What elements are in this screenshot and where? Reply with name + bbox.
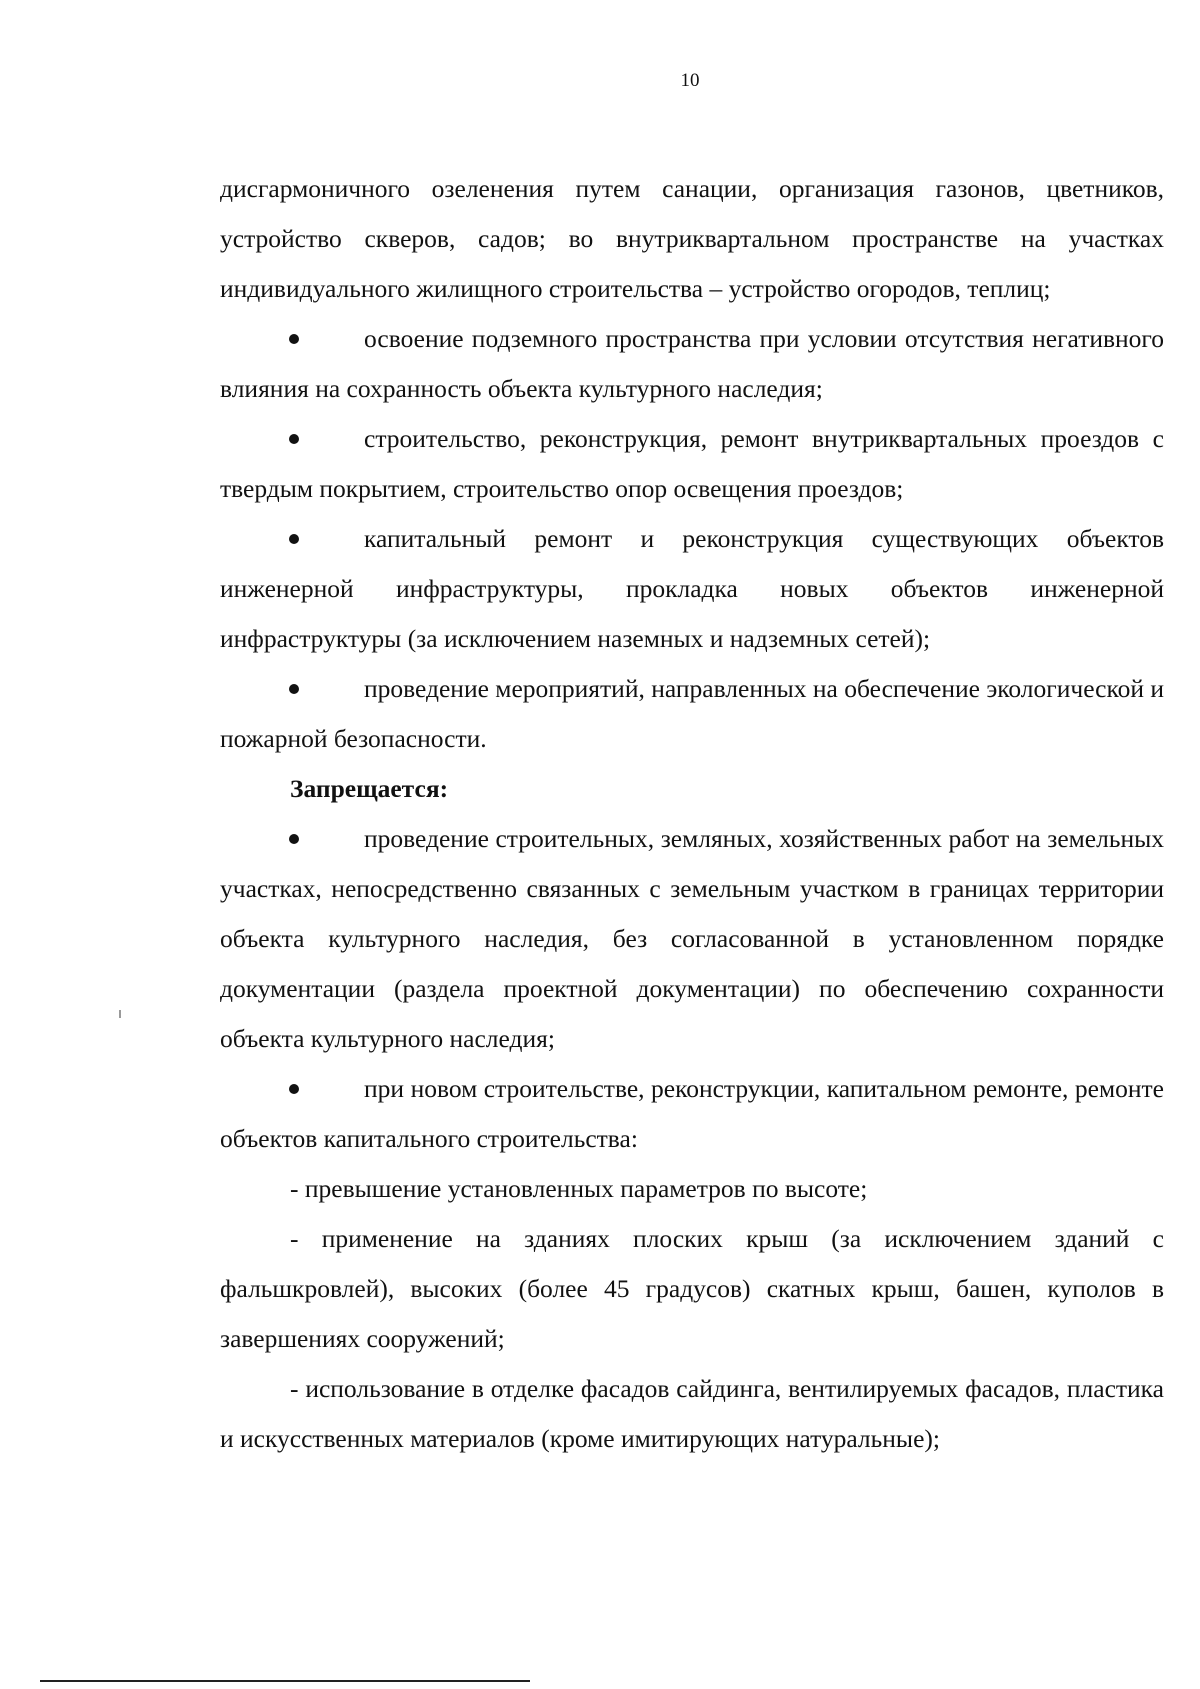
bullet-icon bbox=[289, 434, 299, 444]
bullet-item bbox=[220, 664, 1164, 764]
bullet-item bbox=[220, 1064, 1164, 1164]
bullet-text: освоение подземного пространства при условии отсутствия негативного влияния на сохранность объекта культурного наследия; bbox=[220, 324, 1164, 403]
footer-rule bbox=[40, 1680, 530, 1682]
bullet-text: проведение мероприятий, направленных на обеспечение экологической и пожарной безопасности. bbox=[220, 674, 1164, 753]
bullet-item bbox=[220, 514, 1164, 664]
bullet-text: при новом строительстве, реконструкции, капитальном ремонте, ремонте объектов капитального строительства: bbox=[220, 1074, 1164, 1153]
bullet-icon bbox=[289, 1084, 299, 1094]
page-number: 10 bbox=[680, 70, 700, 91]
document-body bbox=[220, 164, 1164, 1464]
bullet-item bbox=[220, 414, 1164, 514]
dash-item: - применение на зданиях плоских крыш (за исключением зданий с фальшкровлей), высоких (более 45 градусов) скатных крыш, башен, куполов в завершениях сооружений; bbox=[220, 1224, 1164, 1353]
section-heading: Запрещается: bbox=[290, 774, 449, 803]
bullet-icon bbox=[289, 834, 299, 844]
bullet-text: капитальный ремонт и реконструкция существующих объектов инженерной инфраструктуры, прокладка новых объектов инженерной инфраструктуры (за исключением наземных и надземных сетей); bbox=[220, 524, 1164, 653]
paragraph-continuation: дисгармоничного озеленения путем санации, организация газонов, цветников, устройство скверов, садов; во внутриквартальном пространстве на участках индивидуального жилищного строительства – устройство огородов, теплиц; bbox=[220, 174, 1164, 303]
dash-item: - использование в отделке фасадов сайдинга, вентилируемых фасадов, пластика и искусственных материалов (кроме имитирующих натуральные); bbox=[220, 1374, 1164, 1453]
bullet-item bbox=[220, 314, 1164, 414]
bullet-icon bbox=[289, 534, 299, 544]
scan-artifact bbox=[119, 1010, 121, 1018]
dash-item: - превышение установленных параметров по высоте; bbox=[290, 1174, 868, 1203]
bullet-icon bbox=[289, 684, 299, 694]
bullet-item bbox=[220, 814, 1164, 1064]
bullet-icon bbox=[289, 334, 299, 344]
bullet-text: проведение строительных, земляных, хозяйственных работ на земельных участках, непосредственно связанных с земельным участком в границах территории объекта культурного наследия, без согласованной в установленном порядке документации (раздела проектной документации) по обеспечению сохранности объекта культурного наследия; bbox=[220, 824, 1164, 1053]
bullet-text: строительство, реконструкция, ремонт внутриквартальных проездов с твердым покрытием, строительство опор освещения проездов; bbox=[220, 424, 1164, 503]
